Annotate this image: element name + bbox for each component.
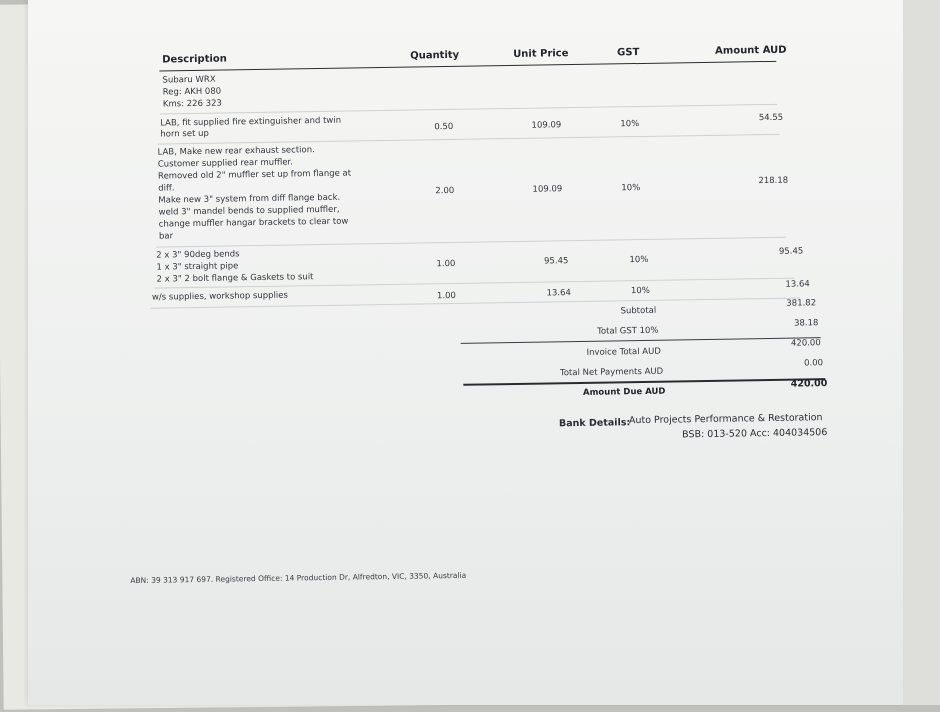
item-1-desc-line: horn set up (160, 128, 209, 140)
item-2-desc-line: Customer supplied rear muffler. (157, 157, 294, 170)
row-divider (156, 237, 786, 248)
total-gst-label: Total GST 10% (597, 325, 659, 337)
invoice-total-label: Invoice Total AUD (586, 346, 661, 358)
bank-details-label: Bank Details: (558, 417, 631, 430)
item-3-desc-line: 1 x 3" straight pipe (156, 261, 239, 273)
item-2-desc-line: weld 3" mandel bends to supplied muffler, (158, 204, 340, 218)
item-4-amount: 13.64 (785, 279, 810, 290)
header-description: Description (162, 53, 227, 66)
item-3-desc-line: 2 x 3" 90deg bends (156, 249, 240, 261)
footer-registration: ABN: 39 313 917 697. Registered Office: 14 Production Dr, Alfredton, VIC, 3350, Australia (130, 570, 467, 586)
item-1-desc-line: LAB, fit supplied fire extinguisher and twin (160, 115, 342, 129)
total-gst-value: 38.18 (793, 318, 819, 329)
vehicle-reg: Reg: AKH 080 (162, 86, 222, 98)
item-1-quantity: 0.50 (434, 121, 454, 133)
bank-account-name: Auto Projects Performance & Restoration (628, 412, 823, 427)
vehicle-kms: Kms: 226 323 (162, 98, 222, 110)
row-divider (160, 104, 777, 115)
item-2-desc-line: Removed old 2" muffler set up from flange at (157, 168, 352, 182)
item-2-desc-line: Make new 3" system from diff flange back. (158, 192, 341, 206)
header-unit-price: Unit Price (513, 48, 569, 60)
header-gst: GST (617, 46, 640, 59)
item-1-gst: 10% (620, 119, 640, 130)
item-3-quantity: 1.00 (436, 258, 456, 270)
subtotal-label: Subtotal (620, 305, 657, 317)
item-4-unit-price: 13.64 (546, 288, 571, 299)
net-payments-label: Total Net Payments AUD (559, 366, 664, 379)
totals-rule (461, 337, 821, 344)
item-4-desc-line: w/s supplies, workshop supplies (151, 290, 289, 303)
item-3-unit-price: 95.45 (543, 256, 569, 267)
item-3-gst: 10% (629, 254, 649, 266)
item-1-unit-price: 109.09 (531, 120, 562, 131)
item-4-quantity: 1.00 (436, 290, 457, 302)
vehicle-make: Subaru WRX (162, 74, 216, 86)
item-2-desc-line: change muffler hangar brackets to clear tow (158, 216, 349, 230)
amount-due-rule (463, 378, 825, 386)
item-3-desc-line: 2 x 3" 2 bolt flange & Gaskets to suit (156, 272, 314, 285)
item-2-gst: 10% (621, 182, 641, 194)
item-1-amount: 54.55 (758, 112, 784, 124)
item-2-unit-price: 109.09 (532, 184, 563, 195)
row-divider (158, 134, 780, 145)
subtotal-value: 381.82 (786, 298, 817, 309)
header-rule (159, 61, 776, 72)
net-payments-value: 0.00 (804, 358, 824, 369)
amount-due-label: Amount Due AUD (582, 386, 666, 398)
item-2-desc-line: diff. (158, 183, 175, 194)
item-2-desc-line: LAB, Make new rear exhaust section. (157, 145, 315, 158)
item-4-gst: 10% (630, 285, 650, 297)
item-3-amount: 95.45 (778, 246, 804, 257)
header-amount: Amount AUD (715, 44, 787, 57)
item-2-quantity: 2.00 (435, 185, 455, 197)
item-2-desc-line: bar (158, 231, 174, 242)
amount-due-value: 420.00 (790, 378, 828, 390)
bank-account-number: BSB: 013-520 Acc: 404034506 (682, 427, 828, 441)
item-2-amount: 218.18 (758, 175, 789, 187)
header-quantity: Quantity (410, 49, 460, 62)
invoice-total-value: 420.00 (790, 338, 821, 349)
